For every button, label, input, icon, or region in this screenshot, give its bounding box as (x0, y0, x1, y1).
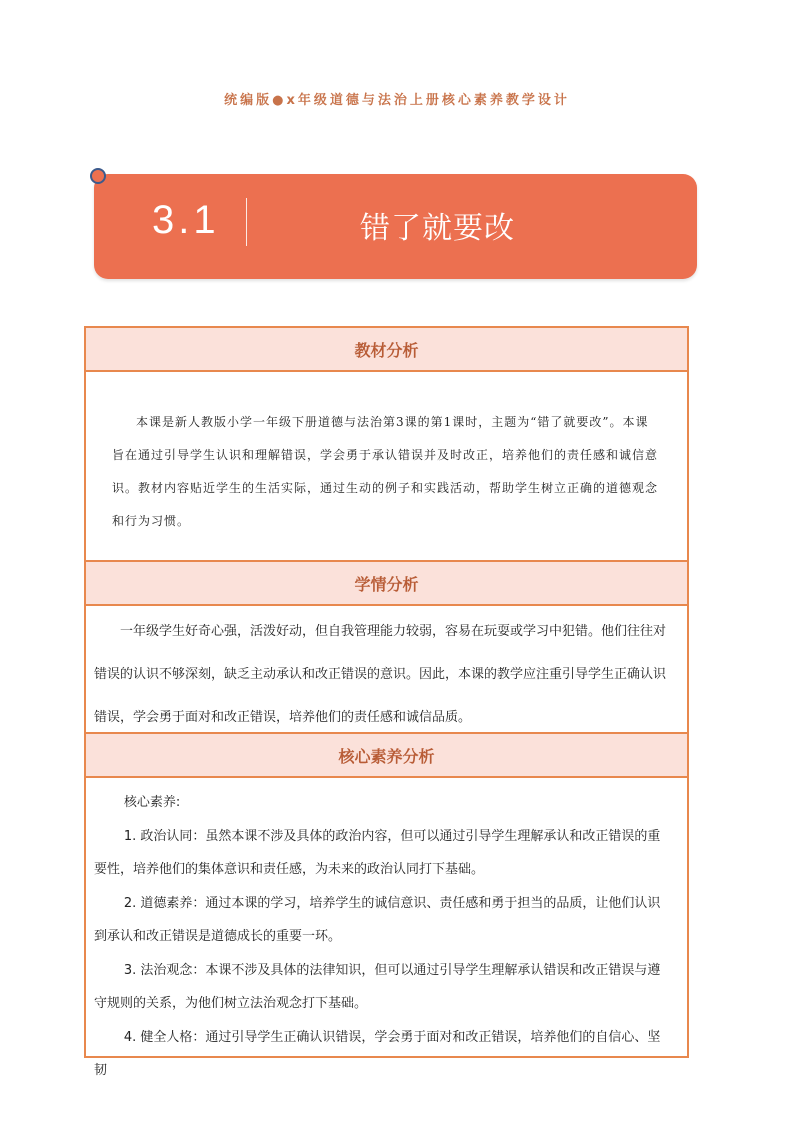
lesson-title: 错了就要改 (360, 211, 515, 246)
competency-intro: 核心素养: (123, 795, 181, 810)
section-heading-textbook: 教材分析 (86, 328, 687, 372)
section-heading-competency: 核心素养分析 (86, 734, 687, 778)
competency-item: 4. 健全人格：通过引导学生正确认识错误，学会勇于面对和改正错误，培养他们的自信心、坚韧 (94, 1029, 661, 1078)
lesson-number: 3.1 (152, 198, 220, 242)
analysis-table (84, 326, 689, 1078)
section-body-textbook (86, 372, 687, 562)
competency-item: 2. 道德素养：通过本课的学习，培养学生的诚信意识、责任感和勇于担当的品质，让他们认识到承认和改正错误是道德成长的重要一环。 (94, 895, 661, 944)
competency-item: 3. 法治观念：本课不涉及具体的法律知识，但可以通过引导学生理解承认错误和改正错误与遵守规则的关系，为他们树立法治观念打下基础。 (94, 962, 661, 1011)
competency-item: 1. 政治认同：虽然本课不涉及具体的政治内容，但可以通过引导学生理解承认和改正错误的重要性，培养他们的集体意识和责任感，为未来的政治认同打下基础。 (94, 828, 661, 877)
banner-divider (246, 198, 247, 246)
section-body-students (86, 606, 687, 734)
banner-dot (90, 168, 106, 184)
students-paragraph: 一年级学生好奇心强，活泼好动，但自我管理能力较弱，容易在玩耍或学习中犯错。他们往往对错误的认识不够深刻，缺乏主动承认和改正错误的意识。因此，本课的教学应注重引导学生正确认识错误，学会勇于面对和改正错误，培养他们的责任感和诚信品质。 (94, 624, 667, 725)
textbook-paragraph: 本课是新人教版小学一年级下册道德与法治第3课的第1课时，主题为“错了就要改”。本课旨在通过引导学生认识和理解错误，学会勇于承认错误并及时改正，培养他们的责任感和诚信意识。教材内容贴近学生的生活实际，通过生动的例子和实践活动，帮助学生树立正确的道德观念和行为习惯。 (112, 415, 659, 528)
series-title: 统编版●x年级道德与法治上册核心素养教学设计 (224, 93, 570, 108)
section-heading-students: 学情分析 (86, 562, 687, 606)
section-body-competency (86, 778, 687, 1088)
